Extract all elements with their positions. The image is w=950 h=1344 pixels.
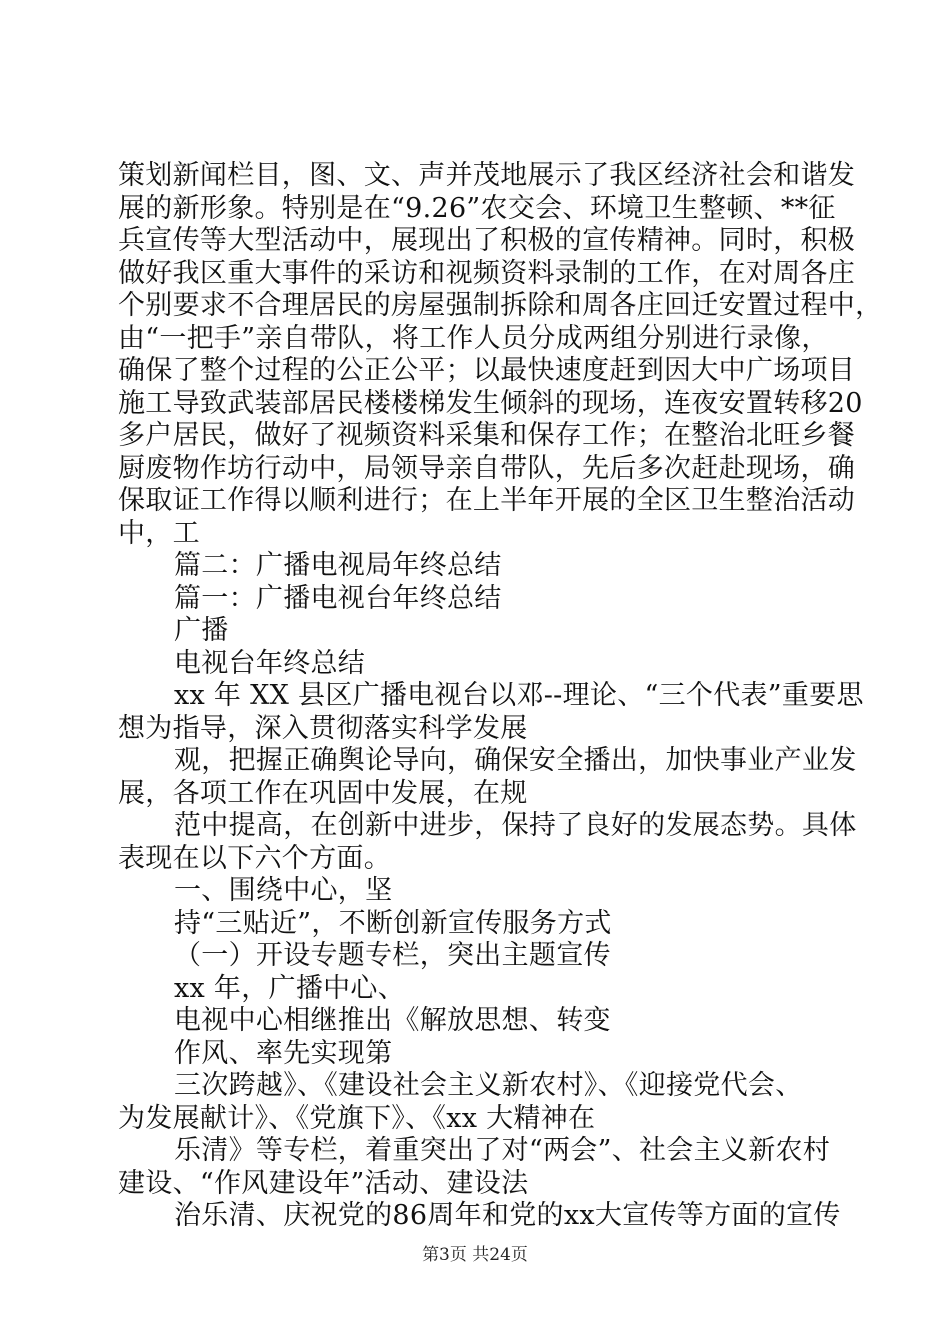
text-line: 治乐清、庆祝党的86周年和党的xx大宣传等方面的宣传 <box>174 1200 841 1231</box>
section-heading: 篇二：广播电视局年终总结 <box>174 550 502 581</box>
text-line: 三次跨越》、《建设社会主义新农村》、《迎接党代会、 <box>174 1070 803 1101</box>
text-line: 为发展献计》、《党旗下》、《xx 大精神在 <box>118 1102 596 1134</box>
text-line: xx 年 XX 县区广播电视台以邓--理论、“三个代表”重要思 <box>174 680 864 711</box>
text-line: 作风、率先实现第 <box>174 1037 393 1069</box>
page-footer: 第3页 共24页 <box>422 1245 528 1265</box>
text-line: 电视中心相继推出《解放思想、转变 <box>174 1005 611 1036</box>
text-line: 观，把握正确舆论导向，确保安全播出，加快事业产业发 <box>174 745 857 776</box>
text-line: 中，工 <box>118 517 200 549</box>
text-line: 一、围绕中心，坚 <box>174 875 393 906</box>
text-line: 建设、“作风建设年”活动、建设法 <box>118 1167 529 1199</box>
text-line: 多户居民，做好了视频资料采集和保存工作；在整治北旺乡餐 <box>118 420 856 451</box>
text-line: 确保了整个过程的公正公平；以最快速度赶到因大中广场项目 <box>118 355 856 386</box>
text-line: 厨废物作坊行动中，局领导亲自带队，先后多次赶赴现场，确 <box>118 452 856 484</box>
text-line: 策划新闻栏目，图、文、声并茂地展示了我区经济社会和谐发 <box>118 160 856 191</box>
text-line: 广播 <box>174 615 229 646</box>
text-line: 持“三贴近”，不断创新宣传服务方式 <box>174 907 612 939</box>
text-line: 由“一把手”亲自带队，将工作人员分成两组分别进行录像， <box>118 322 829 354</box>
text-line: 表现在以下六个方面。 <box>118 842 391 874</box>
text-line: 保取证工作得以顺利进行；在上半年开展的全区卫生整治活动 <box>118 485 856 516</box>
text-line: 想为指导，深入贯彻落实科学发展 <box>118 712 528 744</box>
text-line: 个别要求不合理居民的房屋强制拆除和周各庄回迁安置过程中， <box>118 290 883 321</box>
text-line: xx 年，广播中心、 <box>174 972 406 1004</box>
text-line: 电视台年终总结 <box>174 647 366 679</box>
text-line: （一）开设专题专栏，突出主题宣传 <box>174 940 611 971</box>
text-line: 施工导致武装部居民楼楼梯发生倾斜的现场，连夜安置转移20 <box>118 387 863 419</box>
text-line: 展，各项工作在巩固中发展，在规 <box>118 777 528 809</box>
text-line: 展的新形象。特别是在“9.26”农交会、环境卫生整顿、**征 <box>118 192 836 224</box>
text-line: 乐清》等专栏，着重突出了对“两会”、社会主义新农村 <box>174 1135 831 1166</box>
text-line: 做好我区重大事件的采访和视频资料录制的工作，在对周各庄 <box>118 257 856 289</box>
text-line: 兵宣传等大型活动中，展现出了积极的宣传精神。同时，积极 <box>118 225 856 256</box>
text-line: 范中提高，在创新中进步，保持了良好的发展态势。具体 <box>174 810 857 841</box>
document-body <box>118 160 883 1233</box>
section-heading: 篇一：广播电视台年终总结 <box>174 582 502 614</box>
